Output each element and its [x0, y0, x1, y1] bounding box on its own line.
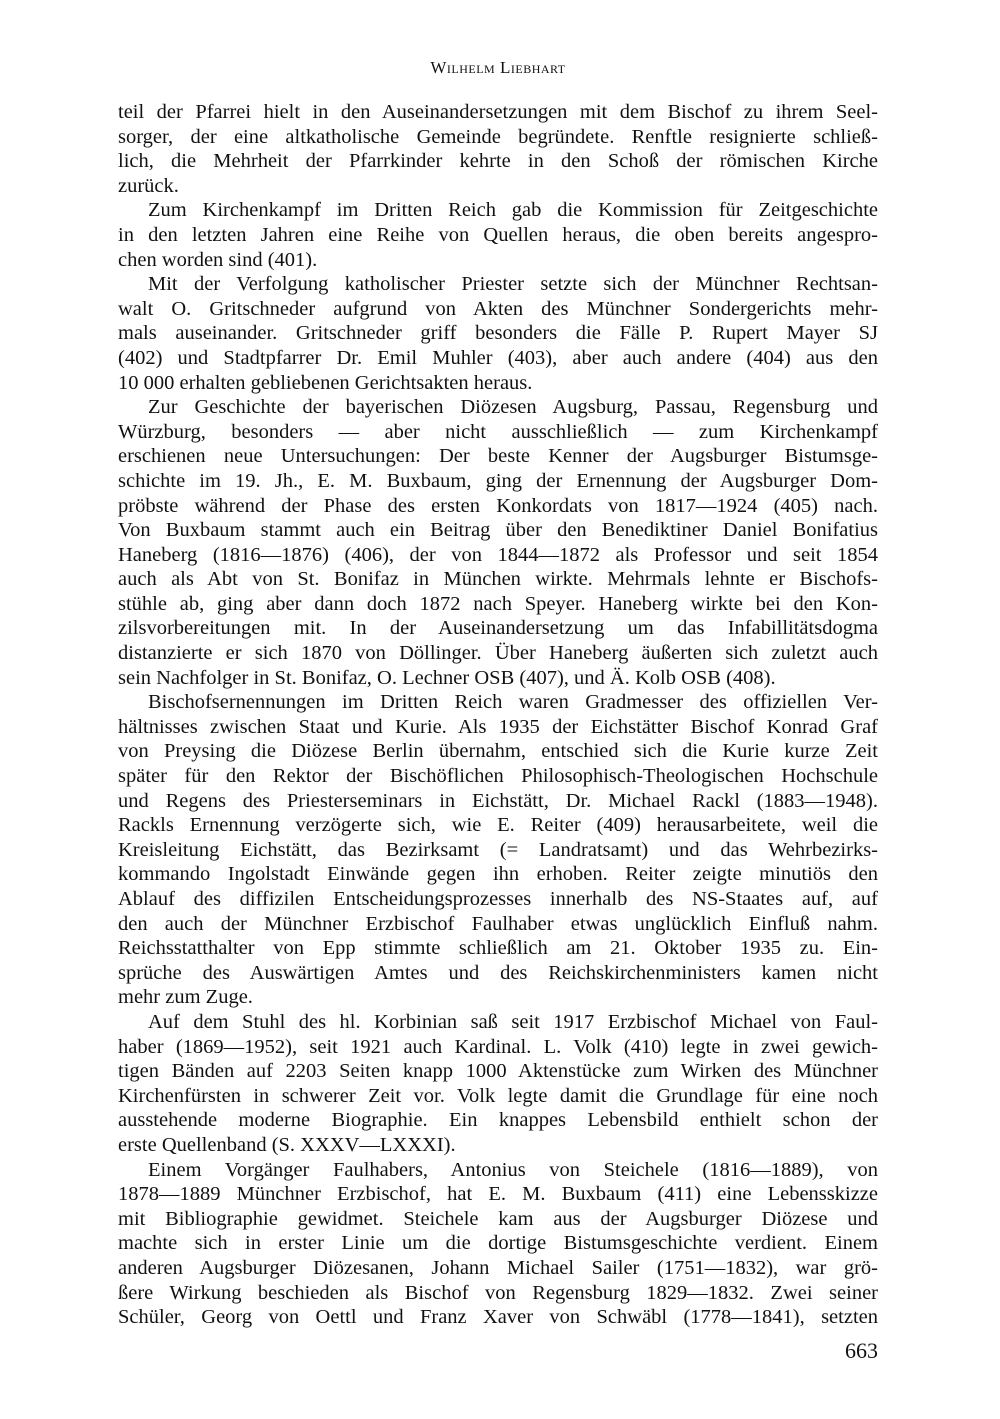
text-line: später für den Rektor der Bischöflichen Philosophisch-Theologischen Hochschule: [118, 765, 878, 788]
text-line: Von Buxbaum stammt auch ein Beitrag über den Benediktiner Daniel Bonifatius: [118, 519, 878, 542]
text-line: Würzburg, besonders — aber nicht ausschließlich — zum Kirchenkampf: [118, 420, 878, 443]
text-line: chen worden sind (401).: [118, 248, 318, 271]
text-line: ausstehende moderne Biographie. Ein knappes Lebensbild enthielt schon der: [118, 1109, 878, 1132]
text-line: Einem Vorgänger Faulhabers, Antonius von Steichele (1816—1889), von: [148, 1158, 878, 1181]
page-number: 663: [845, 1338, 878, 1363]
paragraph: [118, 198, 878, 272]
text-line: Zum Kirchenkampf im Dritten Reich gab die Kommission für Zeitgeschichte: [148, 199, 878, 222]
text-line: sorger, der eine altkatholische Gemeinde begründete. Renftle resignierte schließ-: [118, 125, 878, 148]
text-line: zilsvorbereitungen mit. In der Auseinandersetzung um das Infabillitätsdogma: [118, 617, 878, 640]
text-line: Kirchenfürsten in schwerer Zeit vor. Volk legte damit die Grundlage für eine noch: [118, 1084, 878, 1107]
text-line: Reichsstatthalter von Epp stimmte schließlich am 21. Oktober 1935 zu. Ein-: [118, 937, 878, 960]
text-line: stühle ab, ging aber dann doch 1872 nach Speyer. Haneberg wirkte bei den Kon-: [118, 592, 878, 615]
text-line: 1878—1889 Münchner Erzbischof, hat E. M. Buxbaum (411) eine Lebensskizze: [118, 1183, 878, 1206]
text-line: pröbste während der Phase des ersten Konkordats von 1817—1924 (405) nach.: [118, 494, 878, 517]
running-head: Wilhelm Liebhart: [430, 58, 566, 77]
body-text: [118, 100, 878, 1330]
text-line: teil der Pfarrei hielt in den Auseinandersetzungen mit dem Bischof zu ihrem Seel-: [118, 101, 878, 123]
text-line: sein Nachfolger in St. Bonifaz, O. Lechner OSB (407), und Ä. Kolb OSB (408).: [118, 666, 776, 689]
text-line: von Preysing die Diözese Berlin übernahm, entschied sich die Kurie kurze Zeit: [118, 740, 878, 763]
paragraph: [118, 690, 878, 1010]
paragraph: [118, 1158, 878, 1330]
text-line: mit Bibliographie gewidmet. Steichele kam aus der Augsburger Diözese und: [118, 1207, 878, 1230]
text-line: distanzierte er sich 1870 von Döllinger. Über Haneberg äußerten sich zuletzt auch: [118, 642, 878, 665]
text-line: auch als Abt von St. Bonifaz in München wirkte. Mehrmals lehnte er Bischofs-: [118, 568, 878, 591]
text-line: mehr zum Zuge.: [118, 986, 253, 1009]
text-line: Auf dem Stuhl des hl. Korbinian saß seit 1917 Erzbischof Michael von Faul-: [148, 1010, 878, 1033]
text-line: tigen Bänden auf 2203 Seiten knapp 1000 Aktenstücke zum Wirken des Münchner: [118, 1060, 878, 1083]
text-line: Kreisleitung Eichstätt, das Bezirksamt (= Landratsamt) und das Wehrbezirks-: [118, 838, 878, 861]
text-line: zurück.: [118, 174, 179, 197]
text-line: Haneberg (1816—1876) (406), der von 1844—1872 als Professor und seit 1854: [118, 543, 878, 566]
text-line: (402) und Stadtpfarrer Dr. Emil Muhler (403), aber auch andere (404) aus den: [118, 346, 878, 369]
text-line: Zur Geschichte der bayerischen Diözesen Augsburg, Passau, Regensburg und: [148, 396, 878, 419]
text-line: hältnisses zwischen Staat und Kurie. Als 1935 der Eichstätter Bischof Konrad Graf: [118, 715, 878, 738]
text-line: 10 000 erhalten gebliebenen Gerichtsakten heraus.: [118, 371, 533, 394]
text-line: Mit der Verfolgung katholischer Priester setzte sich der Münchner Rechtsan-: [148, 273, 878, 296]
text-line: machte sich in erster Linie um die dortige Bistumsgeschichte verdient. Einem: [118, 1232, 878, 1255]
text-line: kommando Ingolstadt Einwände gegen ihn erhoben. Reiter zeigte minutiös den: [118, 863, 878, 886]
text-line: ßere Wirkung beschieden als Bischof von Regensburg 1829—1832. Zwei seiner: [118, 1281, 878, 1304]
text-line: haber (1869—1952), seit 1921 auch Kardinal. L. Volk (410) legte in zwei gewich-: [118, 1035, 878, 1058]
paragraph: [118, 100, 878, 198]
paragraph: [118, 395, 878, 690]
text-line: den auch der Münchner Erzbischof Faulhaber etwas unglücklich Einfluß nahm.: [118, 912, 878, 935]
text-line: anderen Augsburger Diözesanen, Johann Michael Sailer (1751—1832), war grö-: [118, 1256, 878, 1279]
text-line: sprüche des Auswärtigen Amtes und des Reichskirchenministers kamen nicht: [118, 961, 878, 984]
paragraph: [118, 1010, 878, 1158]
text-line: erschienen neue Untersuchungen: Der beste Kenner der Augsburger Bistumsge-: [118, 445, 878, 468]
text-line: lich, die Mehrheit der Pfarrkinder kehrte in den Schoß der römischen Kirche: [118, 150, 878, 173]
text-line: Bischofsernennungen im Dritten Reich waren Gradmesser des offiziellen Ver-: [148, 691, 878, 714]
text-line: Ablauf des diffizilen Entscheidungsprozesses innerhalb des NS-Staates auf, auf: [118, 888, 878, 910]
text-line: Rackls Ernennung verzögerte sich, wie E. Reiter (409) herausarbeitete, weil die: [118, 814, 878, 837]
text-line: und Regens des Priesterseminars in Eichstätt, Dr. Michael Rackl (1883—1948).: [118, 789, 878, 812]
text-line: erste Quellenband (S. XXXV—LXXXI).: [118, 1133, 456, 1156]
text-line: schichte im 19. Jh., E. M. Buxbaum, ging der Ernennung der Augsburger Dom-: [118, 469, 878, 492]
text-line: mals auseinander. Gritschneder griff besonders die Fälle P. Rupert Mayer SJ: [118, 322, 878, 345]
text-line: Schüler, Georg von Oettl und Franz Xaver von Schwäbl (1778—1841), setzten: [118, 1306, 878, 1329]
text-line: in den letzten Jahren eine Reihe von Quellen heraus, die oben bereits angespro-: [118, 223, 878, 246]
paragraph: [118, 272, 878, 395]
text-line: walt O. Gritschneder aufgrund von Akten des Münchner Sondergerichts mehr-: [118, 297, 878, 320]
